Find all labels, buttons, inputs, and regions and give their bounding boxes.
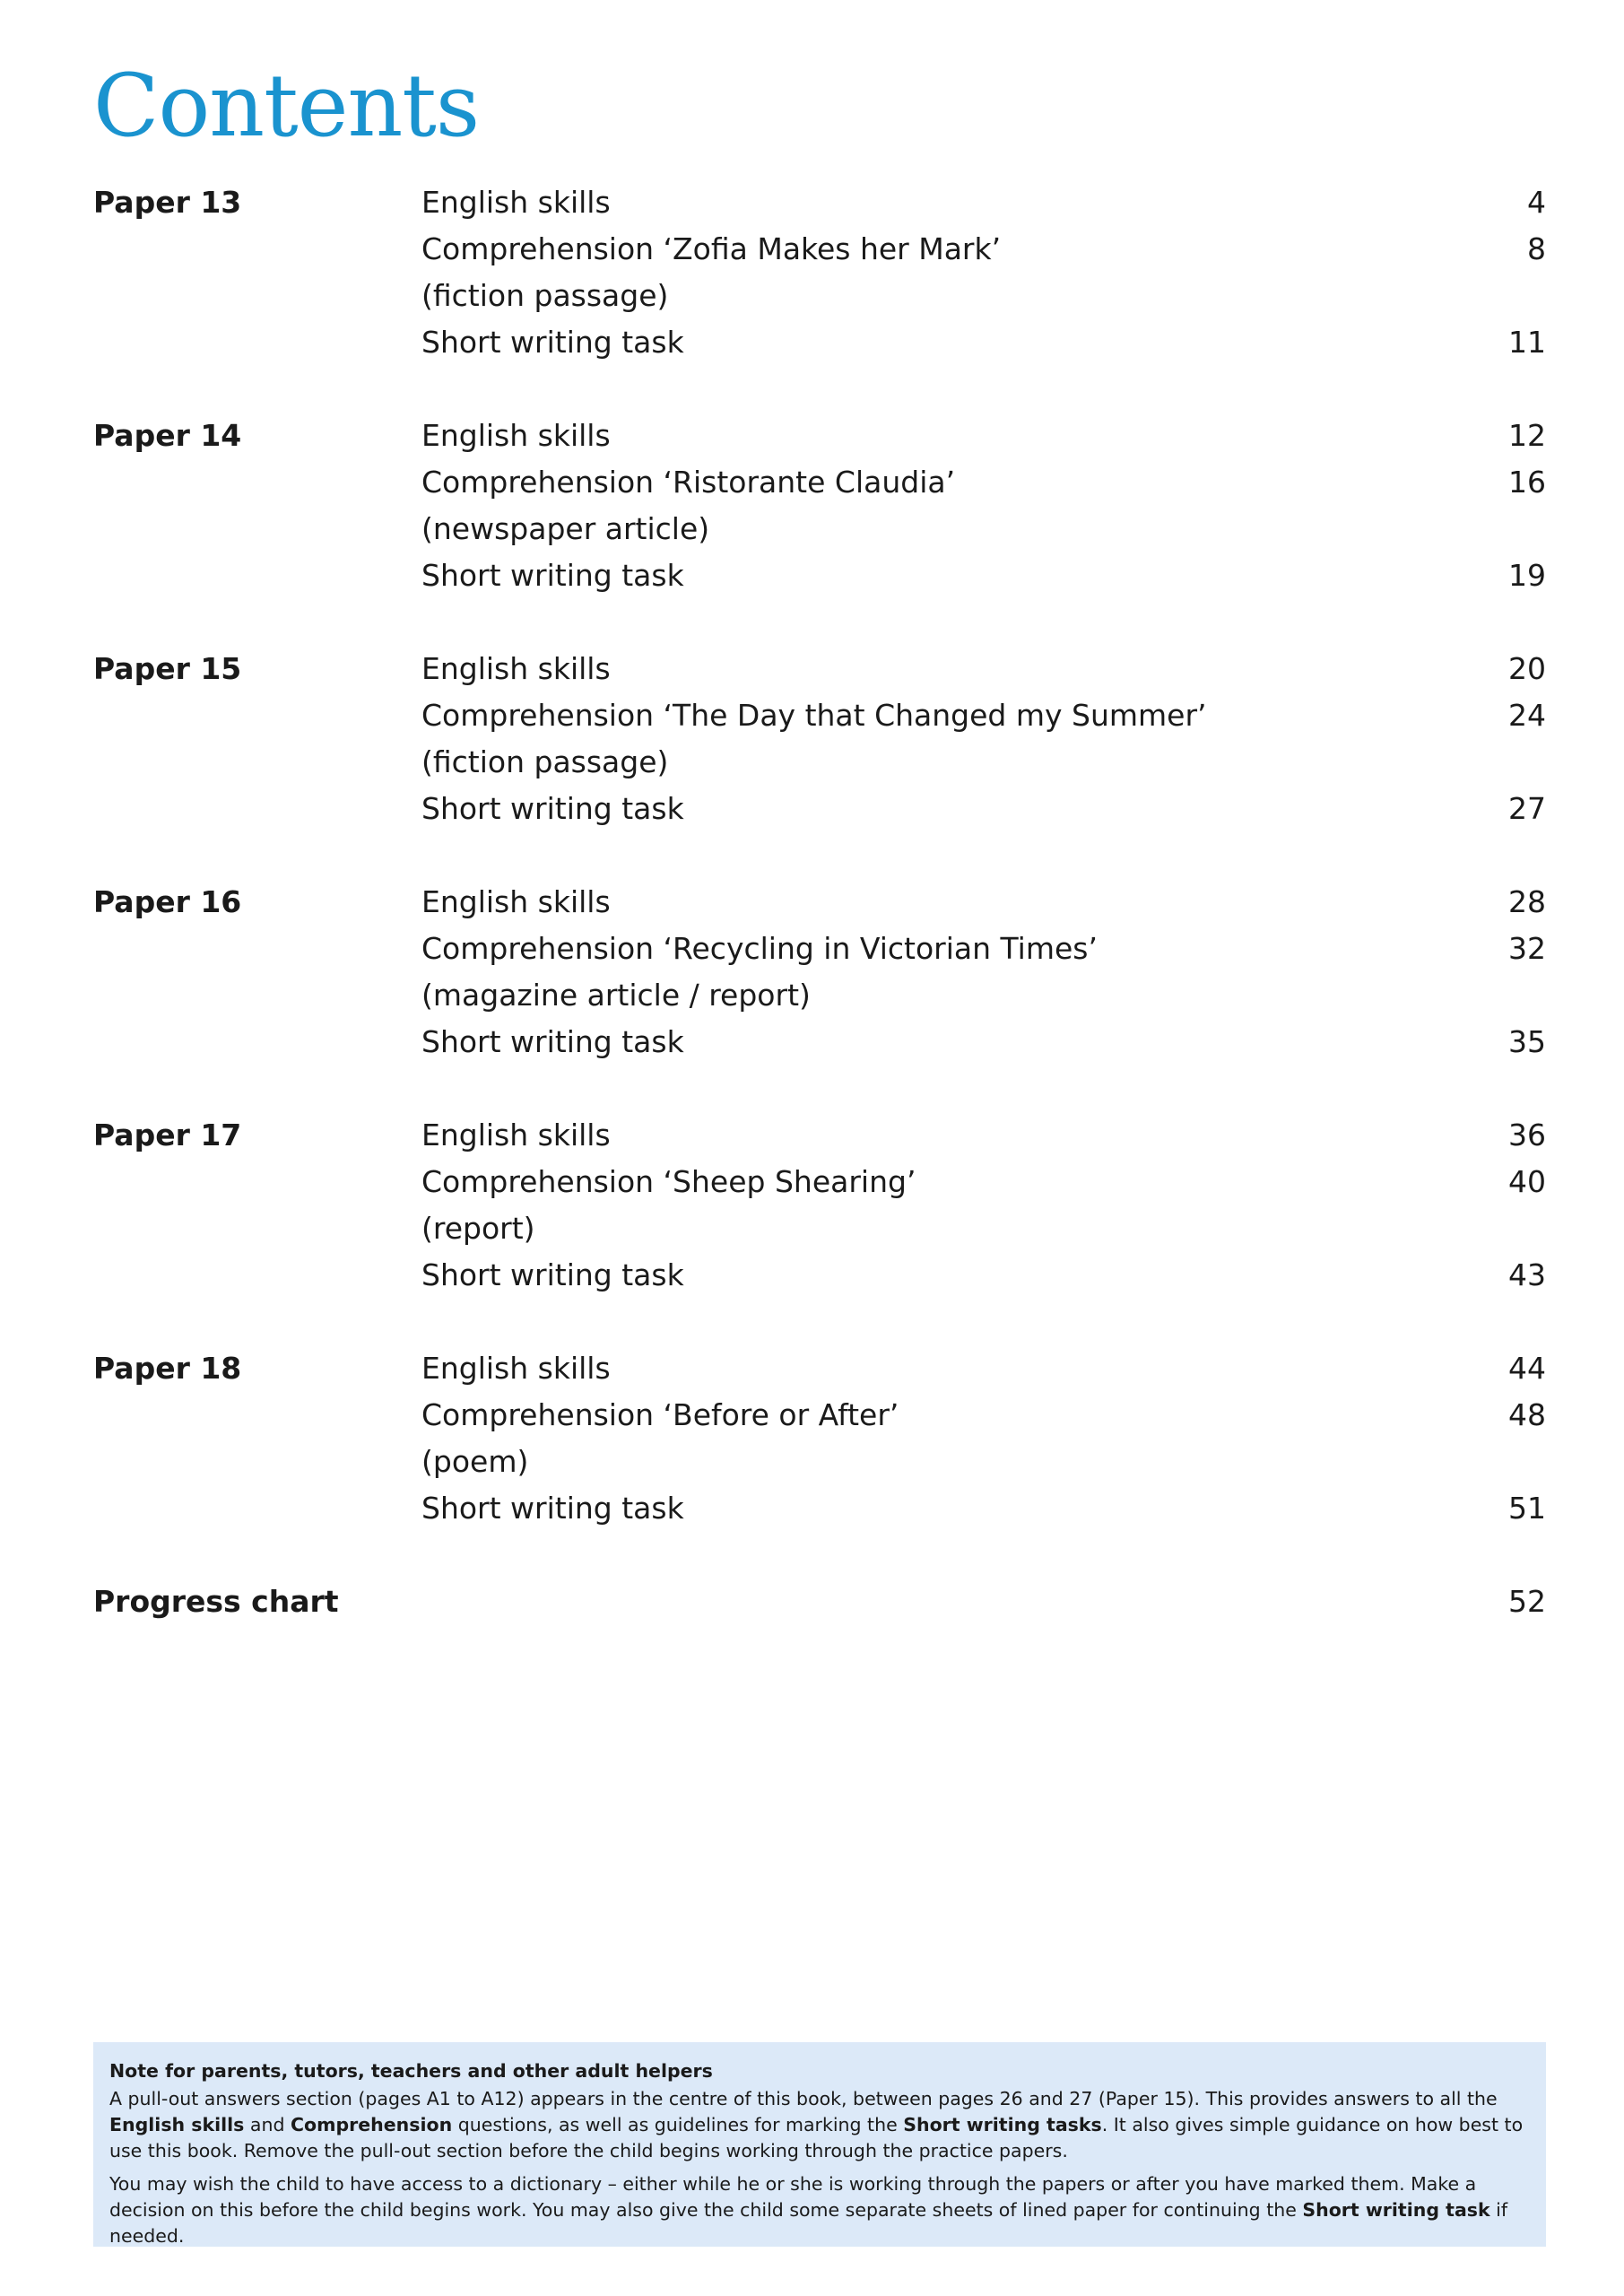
toc-entry-title: Comprehension ‘Recycling in Victorian Times’ bbox=[421, 931, 1098, 966]
note-p1-bold-2: Comprehension bbox=[291, 2114, 453, 2135]
toc-entry-title: Short writing task bbox=[421, 791, 684, 826]
toc-paper-group bbox=[93, 1345, 1546, 1532]
toc-entry-title: (fiction passage) bbox=[421, 744, 669, 779]
toc-entry[interactable] bbox=[421, 692, 1546, 739]
note-p1-text-1: A pull-out answers section (pages A1 to A12) appears in the centre of this book, between pages 26 and 27 (Paper 15). This provides answers to all the bbox=[109, 2088, 1498, 2109]
toc-entry[interactable] bbox=[421, 786, 1546, 832]
adult-helpers-note bbox=[93, 2042, 1546, 2247]
toc-entry[interactable] bbox=[421, 226, 1546, 273]
toc-entry-title: (magazine article / report) bbox=[421, 978, 811, 1013]
note-p1-bold-1: English skills bbox=[109, 2114, 245, 2135]
toc-entry bbox=[421, 972, 1546, 1019]
toc-paper-label: Paper 17 bbox=[93, 1118, 242, 1152]
toc-entry[interactable] bbox=[421, 879, 1546, 926]
toc-entry[interactable] bbox=[421, 179, 1546, 226]
toc-entry-title: (report) bbox=[421, 1211, 535, 1246]
toc-paper-entries bbox=[421, 413, 1546, 599]
toc-entry-page-number bbox=[1474, 972, 1546, 1019]
toc-entry-page-number: 35 bbox=[1508, 1024, 1546, 1059]
toc-paper-group bbox=[93, 1112, 1546, 1299]
toc-entry-title: English skills bbox=[421, 418, 611, 453]
toc-paper-label: Paper 16 bbox=[93, 884, 242, 919]
toc-entry-page-number: 44 bbox=[1508, 1351, 1546, 1386]
toc-entry-page-number: 4 bbox=[1527, 185, 1546, 220]
toc-paper-group bbox=[93, 413, 1546, 599]
toc-paper-entries bbox=[421, 179, 1546, 366]
toc-entry[interactable] bbox=[421, 1112, 1546, 1159]
toc-entry bbox=[421, 1439, 1546, 1485]
toc-entry[interactable] bbox=[421, 1345, 1546, 1392]
toc-entry-page-number: 11 bbox=[1508, 325, 1546, 360]
toc-entry-title: (newspaper article) bbox=[421, 511, 710, 546]
toc-paper-label: Paper 15 bbox=[93, 651, 242, 686]
toc-entry-title: English skills bbox=[421, 185, 611, 220]
toc-entry[interactable] bbox=[421, 1159, 1546, 1205]
toc-entry-page-number: 48 bbox=[1508, 1397, 1546, 1432]
toc-entry[interactable] bbox=[421, 413, 1546, 459]
toc-entry-page-number bbox=[1474, 1439, 1546, 1485]
toc-entry-page-number: 51 bbox=[1508, 1491, 1546, 1526]
toc-entry-title: Comprehension ‘The Day that Changed my Summer’ bbox=[421, 698, 1207, 733]
toc-entry-title: English skills bbox=[421, 651, 611, 686]
toc-entry-title: Short writing task bbox=[421, 1257, 684, 1292]
toc-entry-page-number: 20 bbox=[1508, 651, 1546, 686]
page-title: Contents bbox=[93, 56, 480, 156]
toc-entry-page-number bbox=[1474, 506, 1546, 552]
toc-paper-label: Paper 13 bbox=[93, 185, 242, 220]
toc-entry-page-number: 27 bbox=[1508, 791, 1546, 826]
toc-entry[interactable] bbox=[421, 926, 1546, 972]
toc-paper-label: Paper 18 bbox=[93, 1351, 242, 1386]
toc-paper-entries bbox=[421, 879, 1546, 1065]
toc-entry bbox=[421, 739, 1546, 786]
toc-entry-page-number: 28 bbox=[1508, 884, 1546, 919]
toc-entry-title: Short writing task bbox=[421, 1024, 684, 1059]
note-paragraph-1 bbox=[109, 2086, 1530, 2164]
toc-progress-chart-page: 52 bbox=[1508, 1584, 1546, 1619]
toc-entry-title: Comprehension ‘Ristorante Claudia’ bbox=[421, 465, 956, 500]
toc-paper-entries bbox=[421, 646, 1546, 832]
note-p1-text-2: and bbox=[244, 2114, 291, 2135]
note-p2-bold-1: Short writing task bbox=[1302, 2199, 1490, 2221]
toc-entry-page-number: 36 bbox=[1508, 1118, 1546, 1152]
toc-entry-title: English skills bbox=[421, 1351, 611, 1386]
toc-paper-group bbox=[93, 879, 1546, 1065]
toc-entry[interactable] bbox=[421, 1019, 1546, 1065]
note-heading: Note for parents, tutors, teachers and other adult helpers bbox=[109, 2060, 713, 2082]
toc-entry-page-number: 40 bbox=[1508, 1164, 1546, 1199]
toc-entry-page-number: 43 bbox=[1508, 1257, 1546, 1292]
note-paragraph-2 bbox=[109, 2171, 1530, 2249]
toc-entry-title: English skills bbox=[421, 884, 611, 919]
toc-entry-title: Short writing task bbox=[421, 1491, 684, 1526]
toc-entry-page-number: 16 bbox=[1508, 465, 1546, 500]
toc-entry-page-number: 32 bbox=[1508, 931, 1546, 966]
note-p2-text-1: You may wish the child to have access to a dictionary – either while he or she is working through the papers or after you have marked them. Make a decision on this before the child begins work. You may also give the child some separate sheets of lined paper for continuing the bbox=[109, 2173, 1477, 2221]
toc-entry[interactable] bbox=[421, 319, 1546, 366]
toc-entry-page-number: 19 bbox=[1508, 558, 1546, 593]
toc-entry[interactable] bbox=[421, 552, 1546, 599]
toc-entry-title: (poem) bbox=[421, 1444, 529, 1479]
toc-entry[interactable] bbox=[421, 646, 1546, 692]
note-p1-text-3: questions, as well as guidelines for marking the bbox=[452, 2114, 904, 2135]
toc-progress-chart-label: Progress chart bbox=[93, 1584, 339, 1619]
toc-entry-title: Comprehension ‘Zofia Makes her Mark’ bbox=[421, 231, 1002, 266]
table-of-contents bbox=[93, 179, 1546, 1625]
toc-entry-page-number bbox=[1474, 273, 1546, 319]
toc-entry bbox=[421, 273, 1546, 319]
toc-entry-title: Short writing task bbox=[421, 325, 684, 360]
toc-entry-page-number: 12 bbox=[1508, 418, 1546, 453]
toc-entry-page-number: 24 bbox=[1508, 698, 1546, 733]
toc-entry-page-number bbox=[1474, 739, 1546, 786]
toc-entry[interactable] bbox=[421, 1392, 1546, 1439]
toc-paper-label: Paper 14 bbox=[93, 418, 242, 453]
toc-entry-title: (fiction passage) bbox=[421, 278, 669, 313]
toc-entry-title: Short writing task bbox=[421, 558, 684, 593]
toc-paper-group bbox=[93, 179, 1546, 366]
toc-entry bbox=[421, 1205, 1546, 1252]
toc-entry[interactable] bbox=[421, 1485, 1546, 1532]
toc-progress-chart-row[interactable] bbox=[93, 1578, 1546, 1625]
toc-entry-title: Comprehension ‘Sheep Shearing’ bbox=[421, 1164, 916, 1199]
note-p1-bold-3: Short writing tasks bbox=[903, 2114, 1102, 2135]
toc-entry-page-number: 8 bbox=[1527, 231, 1546, 266]
note-p1-text-4: . It also gives simple guidance on how best to use this book. Remove the pull-out section before the child begins working through the practice papers. bbox=[109, 2114, 1524, 2161]
toc-paper-entries bbox=[421, 1112, 1546, 1299]
toc-entry-title: English skills bbox=[421, 1118, 611, 1152]
toc-entry-title: Comprehension ‘Before or After’ bbox=[421, 1397, 899, 1432]
toc-entry bbox=[421, 506, 1546, 552]
toc-entry[interactable] bbox=[421, 459, 1546, 506]
toc-entry-page-number bbox=[1474, 1205, 1546, 1252]
toc-paper-entries bbox=[421, 1345, 1546, 1532]
note-p2-text-2: if needed. bbox=[109, 2199, 1508, 2247]
toc-entry[interactable] bbox=[421, 1252, 1546, 1299]
toc-paper-group bbox=[93, 646, 1546, 832]
